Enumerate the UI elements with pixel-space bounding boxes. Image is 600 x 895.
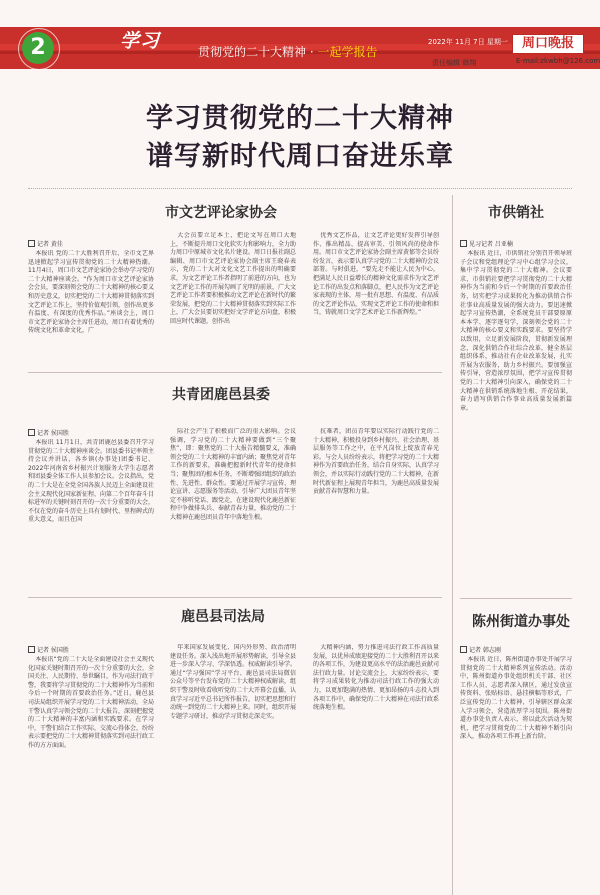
page-number: 2 (22, 32, 54, 64)
byline-youth-text: 记者 侯国胜 (37, 430, 69, 437)
article-chenzhou (460, 656, 572, 886)
article-wenyi-col2-text: 大会员要立足本土，把论文写在周口大地上，不断提升周口文化软实力和影响力，全力助力周口中原城市文化名片建设。周口日报社副总编辑、周口市文艺评论家协会副主席王晓春表示，党的二十大对文化文艺工作提出的明确要求，为文艺评论工作者指明了前进的方向，也为文艺评论工作的开展勾画了光明的前景，广大文艺评论工作者要积极推动文艺评论在新时代的繁荣发展，把党的二十大精神贯彻落实到实际工作上，广大会员要切实把好文学评论方向盘，积极回应时代课题，创作出 (170, 232, 296, 325)
article-youth-col3-text: 抗难者，团员青年要以实际行动践行党的二十大精神，积极投身到乡村振兴、社会治理、基层服务等工作之中，在平凡岗位上绽放青春光彩。与会人员纷纷表示，将把学习党的二十大精神作为首要政治任务，结合自身实际，认真学习领会，并以实际行动践行党的二十大精神，在新时代新征程上展现青年担当，为鹿邑高质量发展贡献青春智慧和力量。 (313, 428, 439, 496)
section-divider-2 (28, 597, 442, 598)
article-court-col3-text: 大精神内涵，努力推进司法行政工作高质量发展，以优异成绩迎接党的二十大胜利召开以来的各项工作，为建设更高水平的法治鹿邑贡献司法行政力量。讨论交流会上，大家纷纷表示，要将学习成果转化为推动司法行政工作的强大动力，以更加饱满的热情、更加昂扬的斗志投入到各项工作中，确保党的二十大精神在司法行政系统落地生根。 (313, 644, 439, 712)
article-youth-col2 (170, 428, 296, 589)
article-court-col3 (313, 644, 439, 886)
article-court-col2 (170, 644, 296, 886)
headline-line-2: 谱写新时代周口奋进乐章 (146, 141, 454, 172)
byline-box-icon (460, 646, 467, 653)
article-wenyi-col1 (28, 250, 154, 362)
article-gongxiao-text: 本报讯 近日，市供销社分别召开领导班子会议和党组理论学习中心组学习会议，集中学习贯彻党的二十大精神。会议要求，市供销社要把学习贯彻党的二十大精神作为当前和今后一个时期的首要政治任务，切实把学习成果转化为推动供销合作社事业高质量发展的强大动力。要迅速掀起学习宣传热潮，全系统党员干部要原原本本学、逐字逐句学，深刻领会党的二十大精神的核心要义和实践要求。要坚持学以致用，立足新发展阶段，贯彻新发展理念，深化供销合作社综合改革，健全基层组织体系，推动社有企业改革发展，扎实开展为农服务，助力乡村振兴。要加强宣传引导，营造浓厚氛围，把学习宣传贯彻党的二十大精神引向深入，确保党的二十大精神在供销系统落地生根、开花结果，奋力谱写供销合作事业高质量发展新篇章。 (460, 250, 572, 412)
article-youth-col1 (28, 439, 154, 589)
headline-divider (28, 188, 572, 189)
column-subtitle-b: 一起学报告 (317, 45, 378, 59)
article-court-col2-text: 年来国家发展变化、国内外形势、政治清明建设任务。深入浅出地开展形势解读，引导全县进一步深入学习、学深悟透。权威解读引导学。通过“学习强国”学习平台、鹿邑县司法局微信公众号等平台发布党的二十大精神权威解读，组织干警及时收看收听党的二十大开幕会直播，认真学习习近平总书记所作报告，切实把思想和行动统一到党的二十大精神上来。同时，组织开展专题学习研讨，推动学习贯彻走深走实。 (170, 644, 296, 720)
article-youth-col3 (313, 428, 439, 589)
page-header (0, 0, 600, 72)
section-title-chenzhou: 陈州街道办事处 (472, 614, 570, 630)
byline-chenzhou (460, 645, 501, 654)
byline-wenyi (28, 239, 63, 248)
article-court-col1-text: 本报讯“党的二十大是全面建设社会主义现代化国家关键时期召开的一次十分重要的大会，全国关注、人民期待、举世瞩目，作为司法行政干警，我要将学习贯彻党的二十大精神作为当前和今后一个时期的首要政治任务。”近日，鹿邑县司法局组织开展学习党的二十大精神活动，全局干警认真学习领会党的二十大报告，深刻把握党的二十大精神的丰富内涵和实践要求。在学习中，干警们结合工作实际，交流心得体会，纷纷表示要把党的二十大精神贯彻落实到司法行政工作的方方面面。 (28, 656, 154, 749)
column-rule-right (452, 195, 453, 895)
main-headline (0, 100, 600, 176)
column-subtitle (198, 43, 377, 60)
editor-credit: 责任编辑 韩翔 (432, 59, 477, 67)
byline-gongxiao (460, 239, 513, 248)
contact-email: E-mail:zkwbh@126.com (516, 57, 600, 65)
byline-court (28, 645, 69, 654)
article-court-col1 (28, 656, 154, 886)
headline-line-1: 学习贯彻党的二十大精神 (146, 103, 454, 134)
byline-box-icon (28, 429, 35, 436)
newspaper-logo: 周口晚报 (512, 34, 584, 54)
byline-court-text: 记者 侯国胜 (37, 647, 69, 654)
section-title-youth: 共青团鹿邑县委 (172, 387, 270, 403)
article-wenyi-col1-text: 本报讯 党的二十大胜利召开后，全市文艺界迅速掀起学习宣传贯彻党的二十大精神热潮。11月4日，周口市文艺评论家协会举办学习党的二十大精神座谈会。“作为周口市文艺评论家协会会员，要深刻领会党的二十大精神的核心要义和历史意义，切实把党的二十大精神贯彻落实到文艺评论工作上，坚持价值观引领，创作出更多有温度、有深度的优秀作品。”座谈会上，周口市文艺评论家协会主席任进动，周口有着优秀的传统文化和革命文化，广 (28, 250, 154, 335)
article-chenzhou-text: 本报讯 近日，陈州街道办事处开展学习贯彻党的二十大精神系列宣传活动。活动中，陈州街道办事处组织机关干部、社区工作人员、志愿者深入辖区，通过发放宣传资料、张贴标语、悬挂横幅等形式，广泛宣传党的二十大精神，引导辖区群众深入学习领会，营造浓厚学习氛围。陈州街道办事处负责人表示，将以此次活动为契机，把学习贯彻党的二十大精神不断引向深入，推动各项工作再上新台阶。 (460, 656, 572, 741)
byline-box-icon (28, 646, 35, 653)
byline-gongxiao-text: 见习记者 吕亚楠 (469, 241, 513, 248)
section-divider-1 (28, 372, 442, 373)
byline-wenyi-text: 记者 黄佳 (37, 241, 63, 248)
column-name: 学习 (120, 30, 161, 52)
section-title-gongxiao: 市供销社 (488, 205, 544, 221)
column-subtitle-a: 贯彻党的二十大精神 · (198, 45, 318, 59)
issue-date: 2022年 11月 7日 星期一 (428, 38, 508, 46)
article-youth-col2-text: 际社会产生了积极而广泛的重大影响。会议强调，学习党的二十大精神要做到“三个聚焦”，即：聚焦党的二十大报告精髓要义，准确领会党的二十大精神的丰富内涵；聚焦党对青年工作的新要求，准确把握新时代青年的使命担当；聚焦团的根本任务，不断增强团组织的政治性、先进性、群众性。要通过开展学习宣传、理论宣讲、志愿服务等活动，引导广大团员青年坚定不移听党话、跟党走，在建设现代化鹿邑新征程中争做排头兵、奉献青春力量，推动党的二十大精神在鹿邑团员青年中落地生根。 (170, 428, 296, 521)
section-divider-right (460, 598, 572, 599)
section-title-court: 鹿邑县司法局 (181, 609, 265, 625)
article-wenyi-col2 (170, 232, 296, 362)
byline-box-icon (460, 240, 467, 247)
section-title-wenyi: 市文艺评论家协会 (165, 205, 277, 221)
byline-box-icon (28, 240, 35, 247)
article-gongxiao (460, 250, 572, 590)
article-youth-col1-text: 本报讯 11月1日，共青团鹿邑县委召开学习贯彻党的二十大精神座谈会。团县委书记率领主持会议并讲话，各乡镇(办事处)团委书记、2022年河南省乡村振兴计划服务大学生志愿者和团县委全体工作人员参加会议。会议指出，党的二十大是在全党全国各族人民迈上全面建设社会主义现代化国家新征程、向第二个百年奋斗目标进军的关键时刻召开的一次十分重要的大会，不仅在党的奋斗历史上具有划时代、里程碑式的重大意义，而且在国 (28, 439, 154, 524)
byline-chenzhou-text: 记者 韩志刚 (469, 647, 501, 654)
article-wenyi-col3 (313, 232, 439, 362)
article-wenyi-col3-text: 优秀文艺作品，让文艺评论更好发挥引导创作、推出精品、提高审美、引领风尚的使命作用。周口市文艺评论家协会副主席黄郁等会员纷纷发言，表示要认真学习党的二十大精神的会议部署。与时俱进，“要先走不能让人民为中心，把满足人民日益增长的精神文化需求作为文艺评论工作的出发点和落脚点，把人民作为文艺评论家表现的主体，用一批有思想、有温度、有品质的文艺评论作品，实现文艺评论工作的使命和担当，铸就周口文学艺术评论工作新辉煌。” (313, 232, 439, 317)
byline-youth (28, 428, 69, 437)
